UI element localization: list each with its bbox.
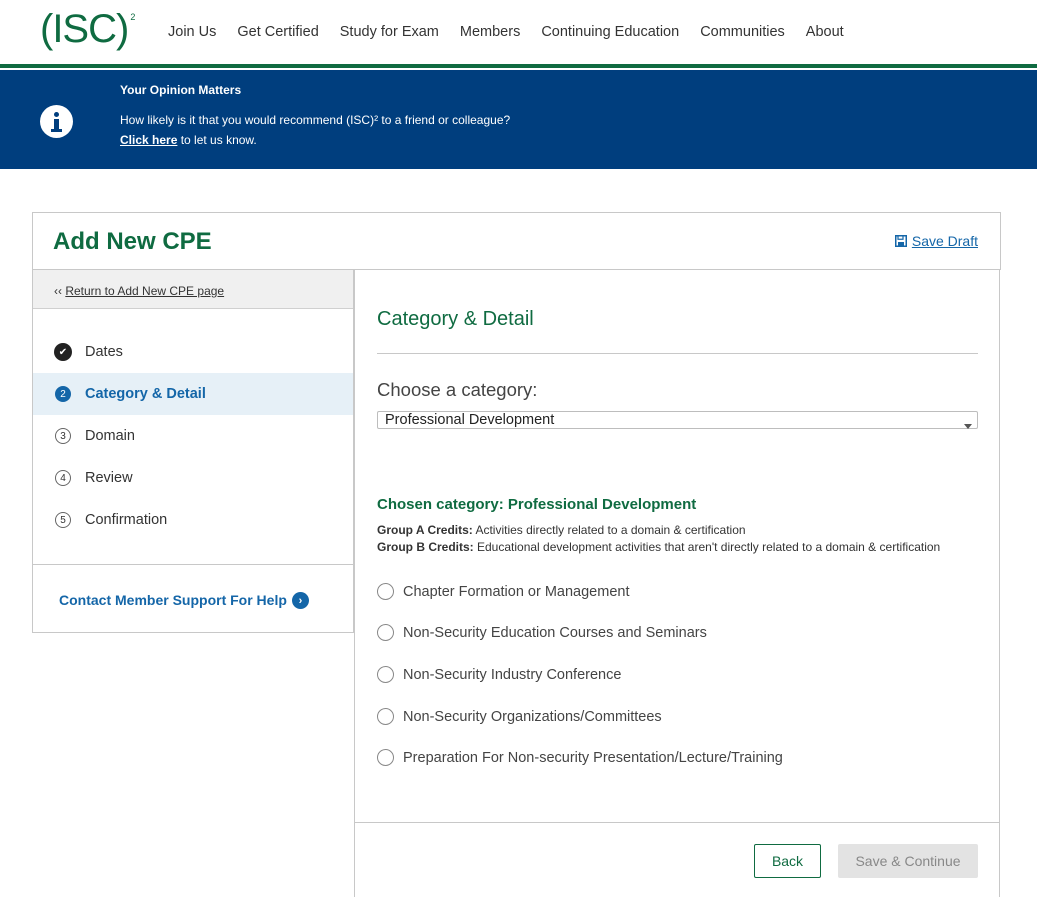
checkmark-icon: ✔ [54, 343, 72, 361]
save-continue-button[interactable]: Save & Continue [838, 844, 978, 878]
card-header [32, 212, 1001, 270]
group-b-description [377, 540, 940, 554]
step-category-detail[interactable] [33, 373, 353, 415]
step-domain[interactable] [33, 415, 353, 457]
option-chapter-formation[interactable] [377, 583, 629, 600]
steps-sidebar [32, 270, 354, 633]
banner-click-here-link[interactable]: Click here [120, 133, 178, 147]
option-label: Chapter Formation or Management [403, 583, 630, 600]
step-number-badge: 5 [55, 512, 71, 528]
nav-join-us[interactable]: Join Us [168, 24, 217, 40]
chosen-category-title: Chosen category: Professional Development [377, 496, 697, 513]
category-select-value: Professional Development [385, 412, 555, 428]
step-label: Domain [85, 428, 135, 444]
return-link-label: Return to Add New CPE page [65, 284, 225, 298]
footer-divider [355, 822, 999, 823]
contact-support-label: Contact Member Support For Help [59, 591, 287, 608]
radio-button[interactable] [377, 749, 394, 766]
banner-cta [120, 133, 257, 147]
option-non-security-organizations[interactable] [377, 708, 662, 725]
group-b-label: Group B Credits: [377, 540, 474, 554]
back-button[interactable]: Back [754, 844, 821, 878]
save-draft-link[interactable] [895, 233, 978, 249]
option-non-security-education[interactable] [377, 624, 707, 641]
step-label: Category & Detail [85, 386, 206, 402]
nav-continuing-education[interactable]: Continuing Education [541, 24, 680, 40]
logo-text: (ISC) [40, 7, 129, 51]
step-label: Review [85, 470, 133, 486]
banner-cta-text: to let us know. [177, 133, 257, 147]
category-select[interactable] [377, 411, 978, 429]
top-navigation [0, 0, 1037, 64]
group-a-label: Group A Credits: [377, 523, 473, 537]
nav-get-certified[interactable]: Get Certified [237, 24, 319, 40]
feedback-banner [0, 70, 1037, 169]
return-chevrons: ‹‹ [54, 284, 66, 298]
group-a-text: Activities directly related to a domain & certification [472, 523, 746, 537]
option-non-security-conference[interactable] [377, 666, 621, 683]
page-title: Add New CPE [53, 228, 212, 255]
section-divider [377, 353, 978, 354]
category-detail-panel [354, 270, 1000, 897]
nav-members[interactable]: Members [459, 24, 521, 40]
info-icon [40, 105, 73, 138]
step-number-badge: 4 [55, 470, 71, 486]
radio-button[interactable] [377, 666, 394, 683]
group-a-description [377, 523, 746, 537]
logo-superscript: 2 [130, 12, 136, 22]
radio-button[interactable] [377, 583, 394, 600]
group-b-text: Educational development activities that aren't directly related to a domain & certification [473, 540, 941, 554]
choose-category-label: Choose a category: [377, 379, 538, 400]
option-label: Preparation For Non-security Presentation/Lecture/Training [403, 749, 783, 766]
radio-button[interactable] [377, 708, 394, 725]
option-non-security-presentation[interactable] [377, 749, 783, 766]
return-bar [33, 270, 353, 309]
step-number-badge: 3 [55, 428, 71, 444]
save-draft-label: Save Draft [911, 233, 978, 249]
step-dates[interactable] [33, 331, 353, 373]
nav-about[interactable]: About [805, 24, 844, 40]
isc2-logo[interactable] [40, 6, 135, 52]
caret-down-icon [964, 424, 972, 429]
step-confirmation[interactable] [33, 499, 353, 541]
banner-question: How likely is it that you would recommend (ISC)² to a friend or colleague? [120, 113, 511, 127]
option-label: Non-Security Education Courses and Seminars [403, 624, 707, 641]
step-label: Dates [85, 344, 123, 360]
step-number-badge: 2 [55, 386, 71, 402]
chevron-right-icon: › [292, 592, 309, 609]
nav-communities[interactable]: Communities [700, 24, 785, 40]
nav-study-for-exam[interactable]: Study for Exam [339, 24, 439, 40]
contact-support-link[interactable] [59, 590, 309, 609]
step-review[interactable] [33, 457, 353, 499]
option-label: Non-Security Organizations/Committees [403, 708, 662, 725]
main-nav [168, 24, 865, 40]
sidebar-divider [33, 564, 353, 565]
step-list [33, 331, 353, 541]
option-label: Non-Security Industry Conference [403, 666, 622, 683]
return-link[interactable] [54, 284, 224, 298]
radio-button[interactable] [377, 624, 394, 641]
step-label: Confirmation [85, 512, 168, 528]
section-title: Category & Detail [377, 308, 534, 330]
save-icon [895, 235, 907, 247]
banner-title: Your Opinion Matters [120, 83, 242, 97]
